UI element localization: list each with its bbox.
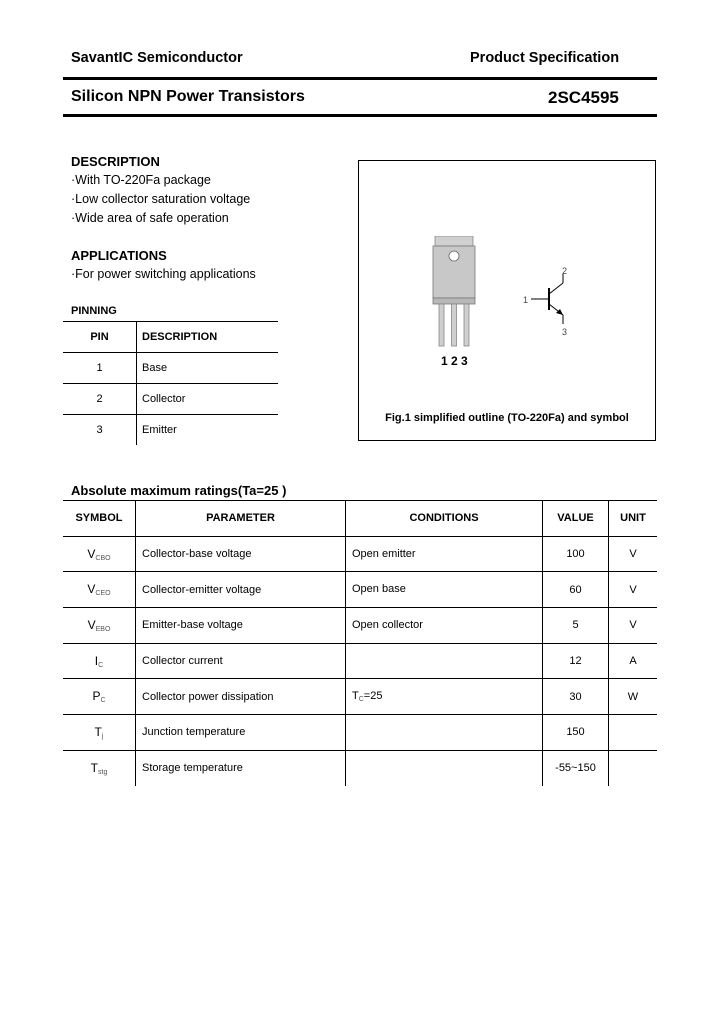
pinning-header-description: DESCRIPTION (137, 322, 279, 353)
rating-parameter: Collector power dissipation (136, 679, 346, 715)
npn-symbol-icon (529, 266, 579, 331)
rating-conditions (346, 750, 543, 785)
rating-value: 100 (543, 536, 609, 572)
pinning-table (63, 321, 278, 445)
rating-conditions: Open base (346, 572, 543, 608)
rating-value: 12 (543, 643, 609, 679)
applications-title: APPLICATIONS (71, 248, 167, 263)
ratings-title: Absolute maximum ratings(Ta=25 ) (71, 483, 287, 498)
rating-unit: A (609, 643, 658, 679)
pin-description: Emitter (142, 424, 177, 436)
description-item: ·Low collector saturation voltage (71, 192, 251, 206)
rating-symbol: $P_C$ (63, 679, 136, 715)
symbol-pin-3-label: 3 (562, 327, 568, 337)
applications-item: ·For power switching applications (71, 267, 256, 281)
rating-parameter: Collector-base voltage (136, 536, 346, 572)
table-row (63, 608, 657, 644)
rating-symbol: $T_{stg}$ (63, 750, 136, 785)
rating-conditions (346, 715, 543, 751)
table-row (63, 384, 278, 415)
rating-unit (609, 715, 658, 751)
rating-value: 5 (543, 608, 609, 644)
rating-parameter: Emitter-base voltage (136, 608, 346, 644)
pinning-header-pin: PIN (63, 322, 137, 353)
rating-conditions: Open emitter (346, 536, 543, 572)
table-row (63, 572, 657, 608)
rating-unit: V (609, 608, 658, 644)
table-row (63, 715, 657, 751)
ratings-header-conditions: CONDITIONS (346, 501, 543, 537)
description-title: DESCRIPTION (71, 154, 160, 169)
ratings-header-value: VALUE (543, 501, 609, 537)
rating-unit (609, 750, 658, 785)
rating-conditions: Open collector (346, 608, 543, 644)
pin-description: Collector (137, 384, 279, 415)
description-item: ·Wide area of safe operation (71, 211, 229, 225)
package-pin-numbers: 1 2 3 (441, 354, 468, 368)
rating-unit: W (609, 679, 658, 715)
table-row (63, 536, 657, 572)
ratings-header-row (63, 501, 657, 537)
ratings-table (63, 500, 657, 786)
pinning-header-row (63, 322, 278, 353)
pinning-title: PINNING (71, 305, 117, 317)
ratings-header-symbol: SYMBOL (63, 501, 136, 537)
rating-symbol: $V_{CEO}$ (63, 572, 136, 608)
rating-unit: V (609, 572, 658, 608)
pin-description: Base (137, 353, 279, 384)
symbol-pin-2-label: 2 (562, 266, 568, 276)
part-number: 2SC4595 (548, 88, 619, 107)
ratings-header-parameter: PARAMETER (136, 501, 346, 537)
company-name: SavantIC Semiconductor (71, 50, 243, 66)
rating-symbol: $V_{CBO}$ (63, 536, 136, 572)
pin-number: 1 (63, 353, 137, 384)
package-outline-image (429, 236, 479, 356)
symbol-pin-1-label: 1 (523, 295, 529, 305)
rating-parameter: Storage temperature (136, 750, 346, 785)
pin-number: 3 (63, 415, 137, 446)
rating-parameter: Collector current (136, 643, 346, 679)
rating-value: 150 (543, 715, 609, 751)
header-rule-top (63, 77, 657, 80)
rating-unit: V (609, 536, 658, 572)
rating-symbol: $I_C$ (63, 643, 136, 679)
rating-parameter: Junction temperature (136, 715, 346, 751)
rating-symbol: $T_j$ (63, 715, 136, 751)
rating-value: 30 (543, 679, 609, 715)
description-item: ·With TO-220Fa package (71, 173, 211, 187)
rating-value: 60 (543, 572, 609, 608)
ratings-header-unit: UNIT (609, 501, 658, 537)
rating-symbol: $V_{EBO}$ (63, 608, 136, 644)
table-row (63, 679, 657, 715)
figure-box (358, 160, 656, 441)
table-row (63, 353, 278, 384)
rating-value: -55~150 (543, 750, 609, 785)
header-rule-bottom (63, 114, 657, 117)
table-row (63, 643, 657, 679)
pin-number: 2 (63, 384, 137, 415)
product-family: Silicon NPN Power Transistors (71, 88, 305, 105)
table-row (63, 750, 657, 785)
rating-conditions (346, 643, 543, 679)
doc-type: Product Specification (470, 50, 620, 66)
table-row (63, 415, 278, 446)
rating-parameter: Collector-emitter voltage (136, 572, 346, 608)
figure-caption: Fig.1 simplified outline (TO-220Fa) and symbol (385, 412, 629, 424)
rating-conditions: $T_C=25$ (346, 679, 543, 715)
